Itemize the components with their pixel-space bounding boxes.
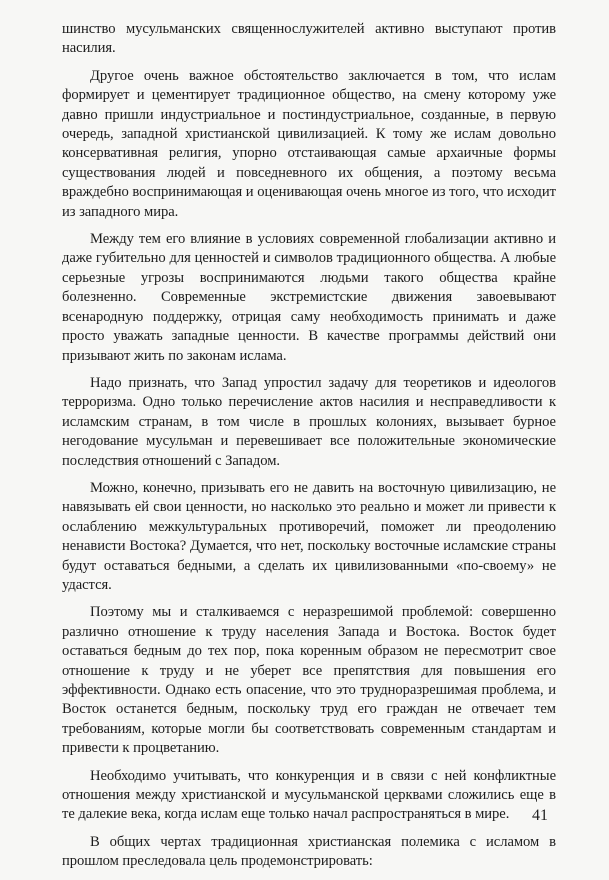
paragraph-globalization-influence: Между тем его влияние в условиях современной глобализации активно и даже губительно для ценностей и символов традиционного общества. А любые серьезные угрозы воспринимаются людьми такого общества крайне болезненно. Современные экстремистские движения завоевывают всенародную поддержку, отрицая саму необходимость принимать и даже просто уважать западные ценности. В качестве программы действий они призывают жить по законам ислама. bbox=[62, 231, 556, 364]
paragraph-labor-problem: Поэтому мы и сталкиваемся с неразрешимой проблемой: совершенно различно отношение к труду населения Запада и Востока. Восток будет оставаться бедным до тех пор, пока коренным образом не пересмотрит свое отношение к труду и не уберет все препятствия для повышения его эффективности. Однако есть опасение, что это трудноразрешимая проблема, и Восток останется бедным, поскольку труд его граждан не отвечает тем требованиям, которые могли бы соответствовать современным стандартам и привести к процветанию. bbox=[62, 604, 556, 757]
paragraph-christian-polemic: В общих чертах традиционная христианская полемика с исламом в прошлом преследовала цель продемонстрировать: bbox=[62, 833, 556, 870]
document-page bbox=[62, 20, 556, 880]
page-number: 41 bbox=[532, 807, 548, 824]
paragraph-eastern-civilization: Можно, конечно, призывать его не давить на восточную цивилизацию, не навязывать ей свои ценности, но насколько это реально и может ли привести к ослаблению межкультуральных противоречий, поможет ли преодолению ненависти Востока? Думается, что нет, поскольку восточные исламские страны будут оставаться бедными, а сделать их цивилизованными «по-своему» не удастся. bbox=[62, 479, 556, 593]
paragraph-west-terrorism: Надо признать, что Запад упростил задачу для теоретиков и идеологов терроризма. Одно только перечисление актов насилия и несправедливости к исламским странам, в том числе в прошлых колониях, вызывает бурное негодование мусульман и перевешивает все положительные экономические последствия отношений с Западом. bbox=[62, 374, 556, 469]
paragraph-church-competition: Необходимо учитывать, что конкуренция и в связи с ней конфликтные отношения между христианской и мусульманской церквами сложились еще в те далекие века, когда ислам еще только начал распространяться в мире. bbox=[62, 767, 556, 823]
paragraph-islam-traditional-society: Другое очень важное обстоятельство заключается в том, что ислам формирует и цементирует традиционное общество, на смену которому уже давно пришли индустриальное и постиндустриальное, созданные, в первую очередь, западной христианской цивилизацией. К тому же ислам довольно консервативная религия, упорно отстаивающая самые архаичные формы существования людей и повседневного их общения, а поэтому весьма враждебно воспринимающая и оценивающая очень многое из того, что исходит из западного мира. bbox=[62, 67, 556, 220]
paragraph-continuation: шинство мусульманских священнослужителей активно выступают против насилия. bbox=[62, 21, 556, 57]
